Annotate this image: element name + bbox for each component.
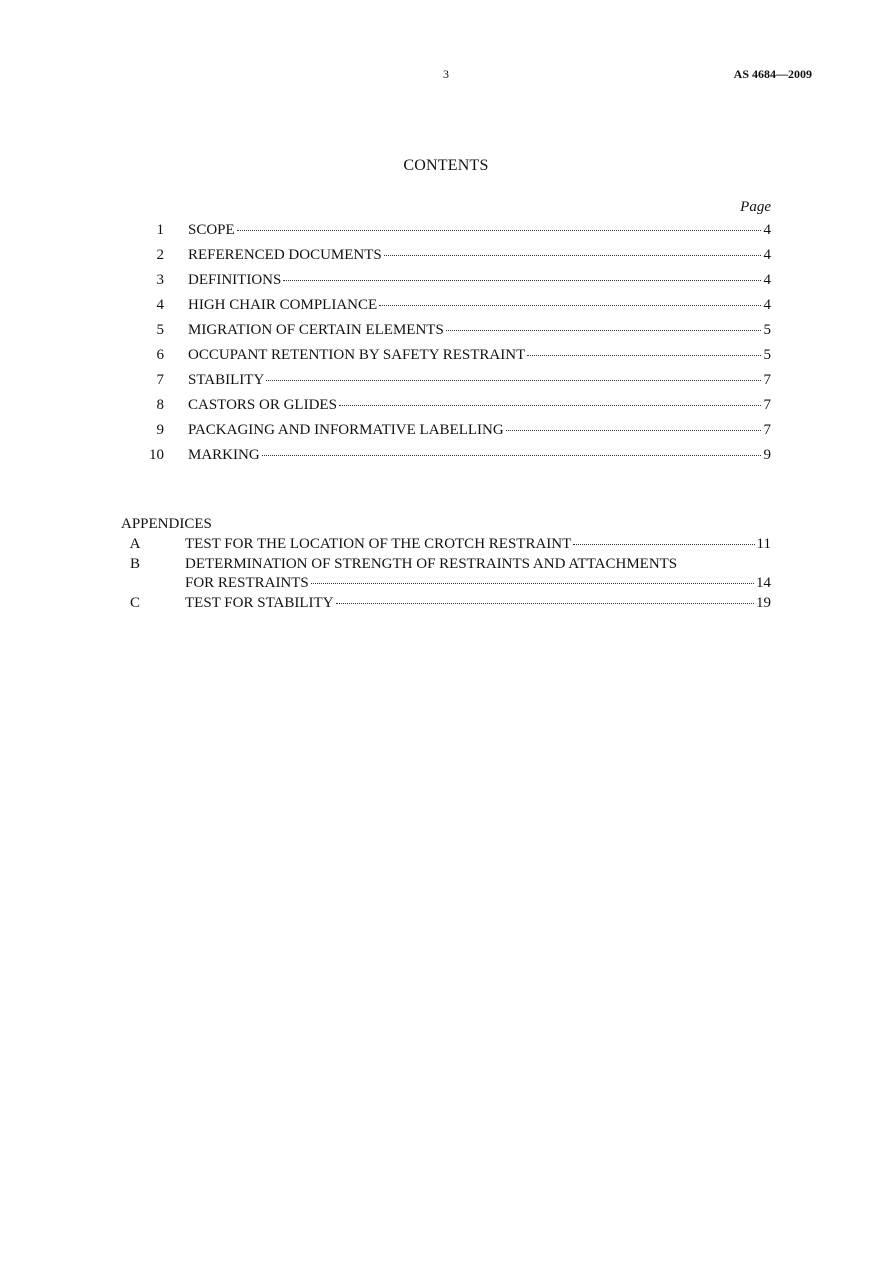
toc-list	[120, 222, 771, 472]
toc-entry-number: 10	[149, 447, 164, 463]
toc-entry-page: 4	[763, 222, 771, 238]
appendix-page: 14	[756, 575, 771, 591]
toc-entry-page: 7	[763, 397, 771, 413]
toc-entry-page: 5	[763, 347, 771, 363]
appendix-letter: B	[129, 555, 140, 572]
toc-entry	[120, 372, 771, 397]
appendix-entry	[121, 556, 771, 576]
toc-entry-title: HIGH CHAIR COMPLIANCE	[188, 297, 378, 313]
toc-entry-number: 6	[156, 347, 164, 363]
appendix-entry-continuation	[121, 575, 771, 595]
appendix-entry	[121, 595, 771, 615]
appendix-title-continued: FOR RESTRAINTS	[185, 575, 309, 591]
toc-entry	[120, 347, 771, 372]
dot-leader	[384, 254, 761, 256]
dot-leader	[311, 582, 754, 584]
toc-entry-title: REFERENCED DOCUMENTS	[188, 247, 382, 263]
page-number: 3	[443, 67, 449, 81]
toc-entry-number: 8	[156, 397, 164, 413]
toc-entry	[120, 447, 771, 472]
toc-entry-title: MARKING	[188, 447, 260, 463]
toc-entry	[120, 222, 771, 247]
toc-entry-page: 5	[763, 322, 771, 338]
toc-entry	[120, 422, 771, 447]
toc-entry-number: 1	[156, 222, 164, 238]
dot-leader	[573, 543, 754, 545]
toc-entry-page: 4	[763, 272, 771, 288]
toc-entry-title: MIGRATION OF CERTAIN ELEMENTS	[188, 322, 444, 338]
appendix-letter: C	[129, 594, 140, 611]
appendix-entry	[121, 536, 771, 556]
appendix-page: 11	[756, 536, 771, 552]
appendix-page: 19	[756, 594, 771, 611]
appendix-letter: A	[129, 536, 141, 552]
appendix-title: TEST FOR THE LOCATION OF THE CROTCH RESTRAINT	[185, 536, 572, 552]
dot-leader	[339, 404, 761, 406]
toc-entry-page: 7	[763, 422, 771, 438]
toc-entry-number: 7	[156, 372, 164, 388]
appendix-title: TEST FOR STABILITY	[185, 594, 334, 611]
toc-entry	[120, 272, 771, 297]
toc-entry-title: STABILITY	[188, 372, 265, 388]
dot-leader	[379, 304, 761, 306]
dot-leader	[446, 329, 761, 331]
appendix-title: DETERMINATION OF STRENGTH OF RESTRAINTS AND ATTACHMENTS	[185, 555, 678, 572]
toc-entry-number: 2	[156, 247, 164, 263]
dot-leader	[506, 429, 761, 431]
appendices-heading: APPENDICES	[121, 516, 212, 532]
toc-entry	[120, 322, 771, 347]
standard-id: AS 4684—2009	[733, 67, 812, 81]
toc-entry-page: 4	[763, 297, 771, 313]
toc-entry	[120, 397, 771, 422]
dot-leader	[336, 602, 754, 604]
toc-entry-title: OCCUPANT RETENTION BY SAFETY RESTRAINT	[188, 347, 526, 363]
toc-entry-number: 5	[156, 322, 164, 338]
toc-entry-number: 4	[156, 297, 164, 313]
toc-entry	[120, 247, 771, 272]
dot-leader	[283, 279, 761, 281]
toc-entry-title: SCOPE	[188, 222, 235, 238]
dot-leader	[262, 454, 761, 456]
toc-entry-page: 7	[763, 372, 771, 388]
toc-entry-title: CASTORS OR GLIDES	[188, 397, 337, 413]
page-column-label: Page	[740, 199, 771, 215]
appendices-section	[121, 516, 771, 614]
toc-entry-number: 9	[156, 422, 164, 438]
toc-entry-page: 9	[763, 447, 771, 463]
toc-entry-title: PACKAGING AND INFORMATIVE LABELLING	[188, 422, 504, 438]
toc-entry	[120, 297, 771, 322]
dot-leader	[266, 379, 761, 381]
dot-leader	[527, 354, 761, 356]
toc-entry-number: 3	[156, 272, 164, 288]
toc-entry-title: DEFINITIONS	[188, 272, 282, 288]
contents-title: CONTENTS	[403, 157, 489, 174]
toc-entry-page: 4	[763, 247, 771, 263]
dot-leader	[237, 229, 761, 231]
